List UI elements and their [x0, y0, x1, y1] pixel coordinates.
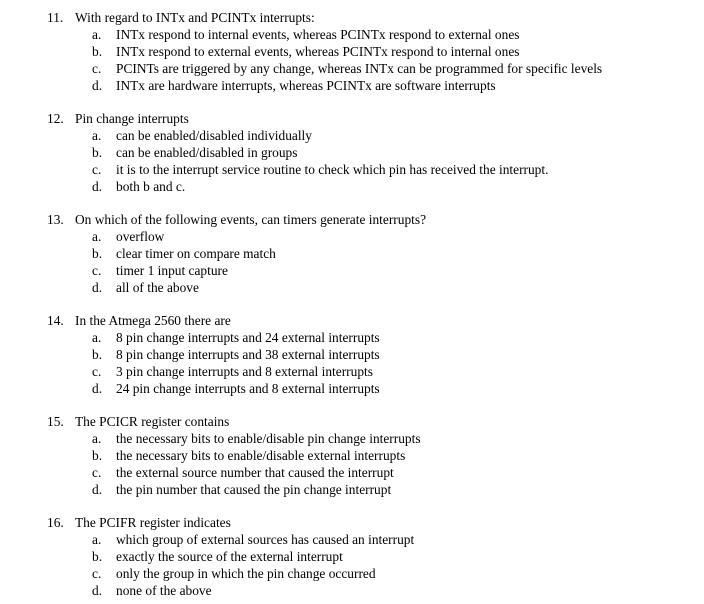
question-number: 15.: [47, 414, 64, 429]
option-text: 24 pin change interrupts and 8 external interrupts: [116, 381, 380, 396]
option-letter: a.: [92, 128, 102, 143]
question-header: [0, 413, 704, 430]
option-text: 8 pin change interrupts and 24 external interrupts: [116, 330, 380, 345]
option-text: the necessary bits to enable/disable external interrupts: [116, 448, 406, 463]
option-text: exactly the source of the external interrupt: [116, 549, 343, 564]
question-text: Pin change interrupts: [75, 111, 189, 126]
option-text: none of the above: [116, 583, 212, 598]
answer-option-c: [0, 464, 704, 481]
option-text: timer 1 input capture: [116, 263, 228, 278]
option-letter: d.: [92, 179, 103, 194]
option-text: both b and c.: [116, 179, 186, 194]
question-number: 11.: [47, 10, 64, 25]
option-text: the necessary bits to enable/disable pin change interrupts: [116, 431, 421, 446]
question-text: On which of the following events, can timers generate interrupts?: [75, 212, 427, 227]
question-15: [0, 413, 704, 498]
answer-option-c: [0, 161, 704, 178]
answer-option-a: [0, 430, 704, 447]
option-text: the external source number that caused the interrupt: [116, 465, 394, 480]
answer-option-a: [0, 127, 704, 144]
option-letter: b.: [92, 145, 103, 160]
answer-option-c: [0, 565, 704, 582]
option-text: 8 pin change interrupts and 38 external interrupts: [116, 347, 380, 362]
question-header: [0, 211, 704, 228]
question-number: 16.: [47, 515, 64, 530]
question-text: With regard to INTx and PCINTx interrupts:: [75, 10, 315, 25]
option-letter: b.: [92, 246, 103, 261]
option-text: it is to the interrupt service routine to check which pin has received the interrupt.: [116, 162, 549, 177]
option-text: clear timer on compare match: [116, 246, 276, 261]
option-text: all of the above: [116, 280, 199, 295]
question-header: [0, 9, 704, 26]
option-letter: c.: [92, 263, 102, 278]
option-text: which group of external sources has caused an interrupt: [116, 532, 415, 547]
option-text: INTx respond to external events, whereas PCINTx respond to internal ones: [116, 44, 520, 59]
answer-option-b: [0, 447, 704, 464]
option-letter: b.: [92, 347, 103, 362]
option-letter: c.: [92, 61, 102, 76]
option-text: only the group in which the pin change occurred: [116, 566, 376, 581]
answer-option-c: [0, 262, 704, 279]
option-letter: d.: [92, 78, 103, 93]
question-number: 12.: [47, 111, 64, 126]
option-text: INTx respond to internal events, whereas PCINTx respond to external ones: [116, 27, 520, 42]
question-number: 13.: [47, 212, 64, 227]
question-text: The PCIFR register indicates: [75, 515, 231, 530]
answer-option-b: [0, 245, 704, 262]
answer-option-d: [0, 582, 704, 599]
option-letter: c.: [92, 364, 102, 379]
option-text: 3 pin change interrupts and 8 external interrupts: [116, 364, 373, 379]
option-letter: d.: [92, 583, 103, 598]
question-14: [0, 312, 704, 397]
answer-option-a: [0, 531, 704, 548]
question-12: [0, 110, 704, 195]
answer-option-c: [0, 363, 704, 380]
question-11: [0, 9, 704, 94]
option-text: PCINTs are triggered by any change, whereas INTx can be programmed for specific levels: [116, 61, 603, 76]
option-letter: a.: [92, 229, 102, 244]
answer-option-b: [0, 548, 704, 565]
option-letter: a.: [92, 532, 102, 547]
answer-option-b: [0, 346, 704, 363]
option-letter: a.: [92, 330, 102, 345]
option-letter: d.: [92, 280, 103, 295]
option-text: can be enabled/disabled in groups: [116, 145, 298, 160]
option-letter: b.: [92, 549, 103, 564]
answer-option-c: [0, 60, 704, 77]
answer-option-d: [0, 178, 704, 195]
answer-option-d: [0, 380, 704, 397]
answer-option-d: [0, 481, 704, 498]
option-text: overflow: [116, 229, 165, 244]
question-header: [0, 514, 704, 531]
option-letter: c.: [92, 566, 102, 581]
question-13: [0, 211, 704, 296]
answer-option-a: [0, 329, 704, 346]
answer-option-d: [0, 77, 704, 94]
answer-option-a: [0, 228, 704, 245]
option-letter: d.: [92, 381, 103, 396]
answer-option-b: [0, 43, 704, 60]
option-text: can be enabled/disabled individually: [116, 128, 312, 143]
option-letter: a.: [92, 431, 102, 446]
option-letter: b.: [92, 448, 103, 463]
answer-option-b: [0, 144, 704, 161]
option-letter: b.: [92, 44, 103, 59]
question-16: [0, 514, 704, 599]
question-header: [0, 110, 704, 127]
question-number: 14.: [47, 313, 64, 328]
answer-option-a: [0, 26, 704, 43]
quiz-document: [0, 9, 704, 599]
question-header: [0, 312, 704, 329]
question-text: In the Atmega 2560 there are: [75, 313, 231, 328]
answer-option-d: [0, 279, 704, 296]
option-letter: a.: [92, 27, 102, 42]
option-letter: c.: [92, 465, 102, 480]
option-letter: d.: [92, 482, 103, 497]
option-text: the pin number that caused the pin change interrupt: [116, 482, 392, 497]
option-letter: c.: [92, 162, 102, 177]
option-text: INTx are hardware interrupts, whereas PCINTx are software interrupts: [116, 78, 496, 93]
question-text: The PCICR register contains: [75, 414, 230, 429]
